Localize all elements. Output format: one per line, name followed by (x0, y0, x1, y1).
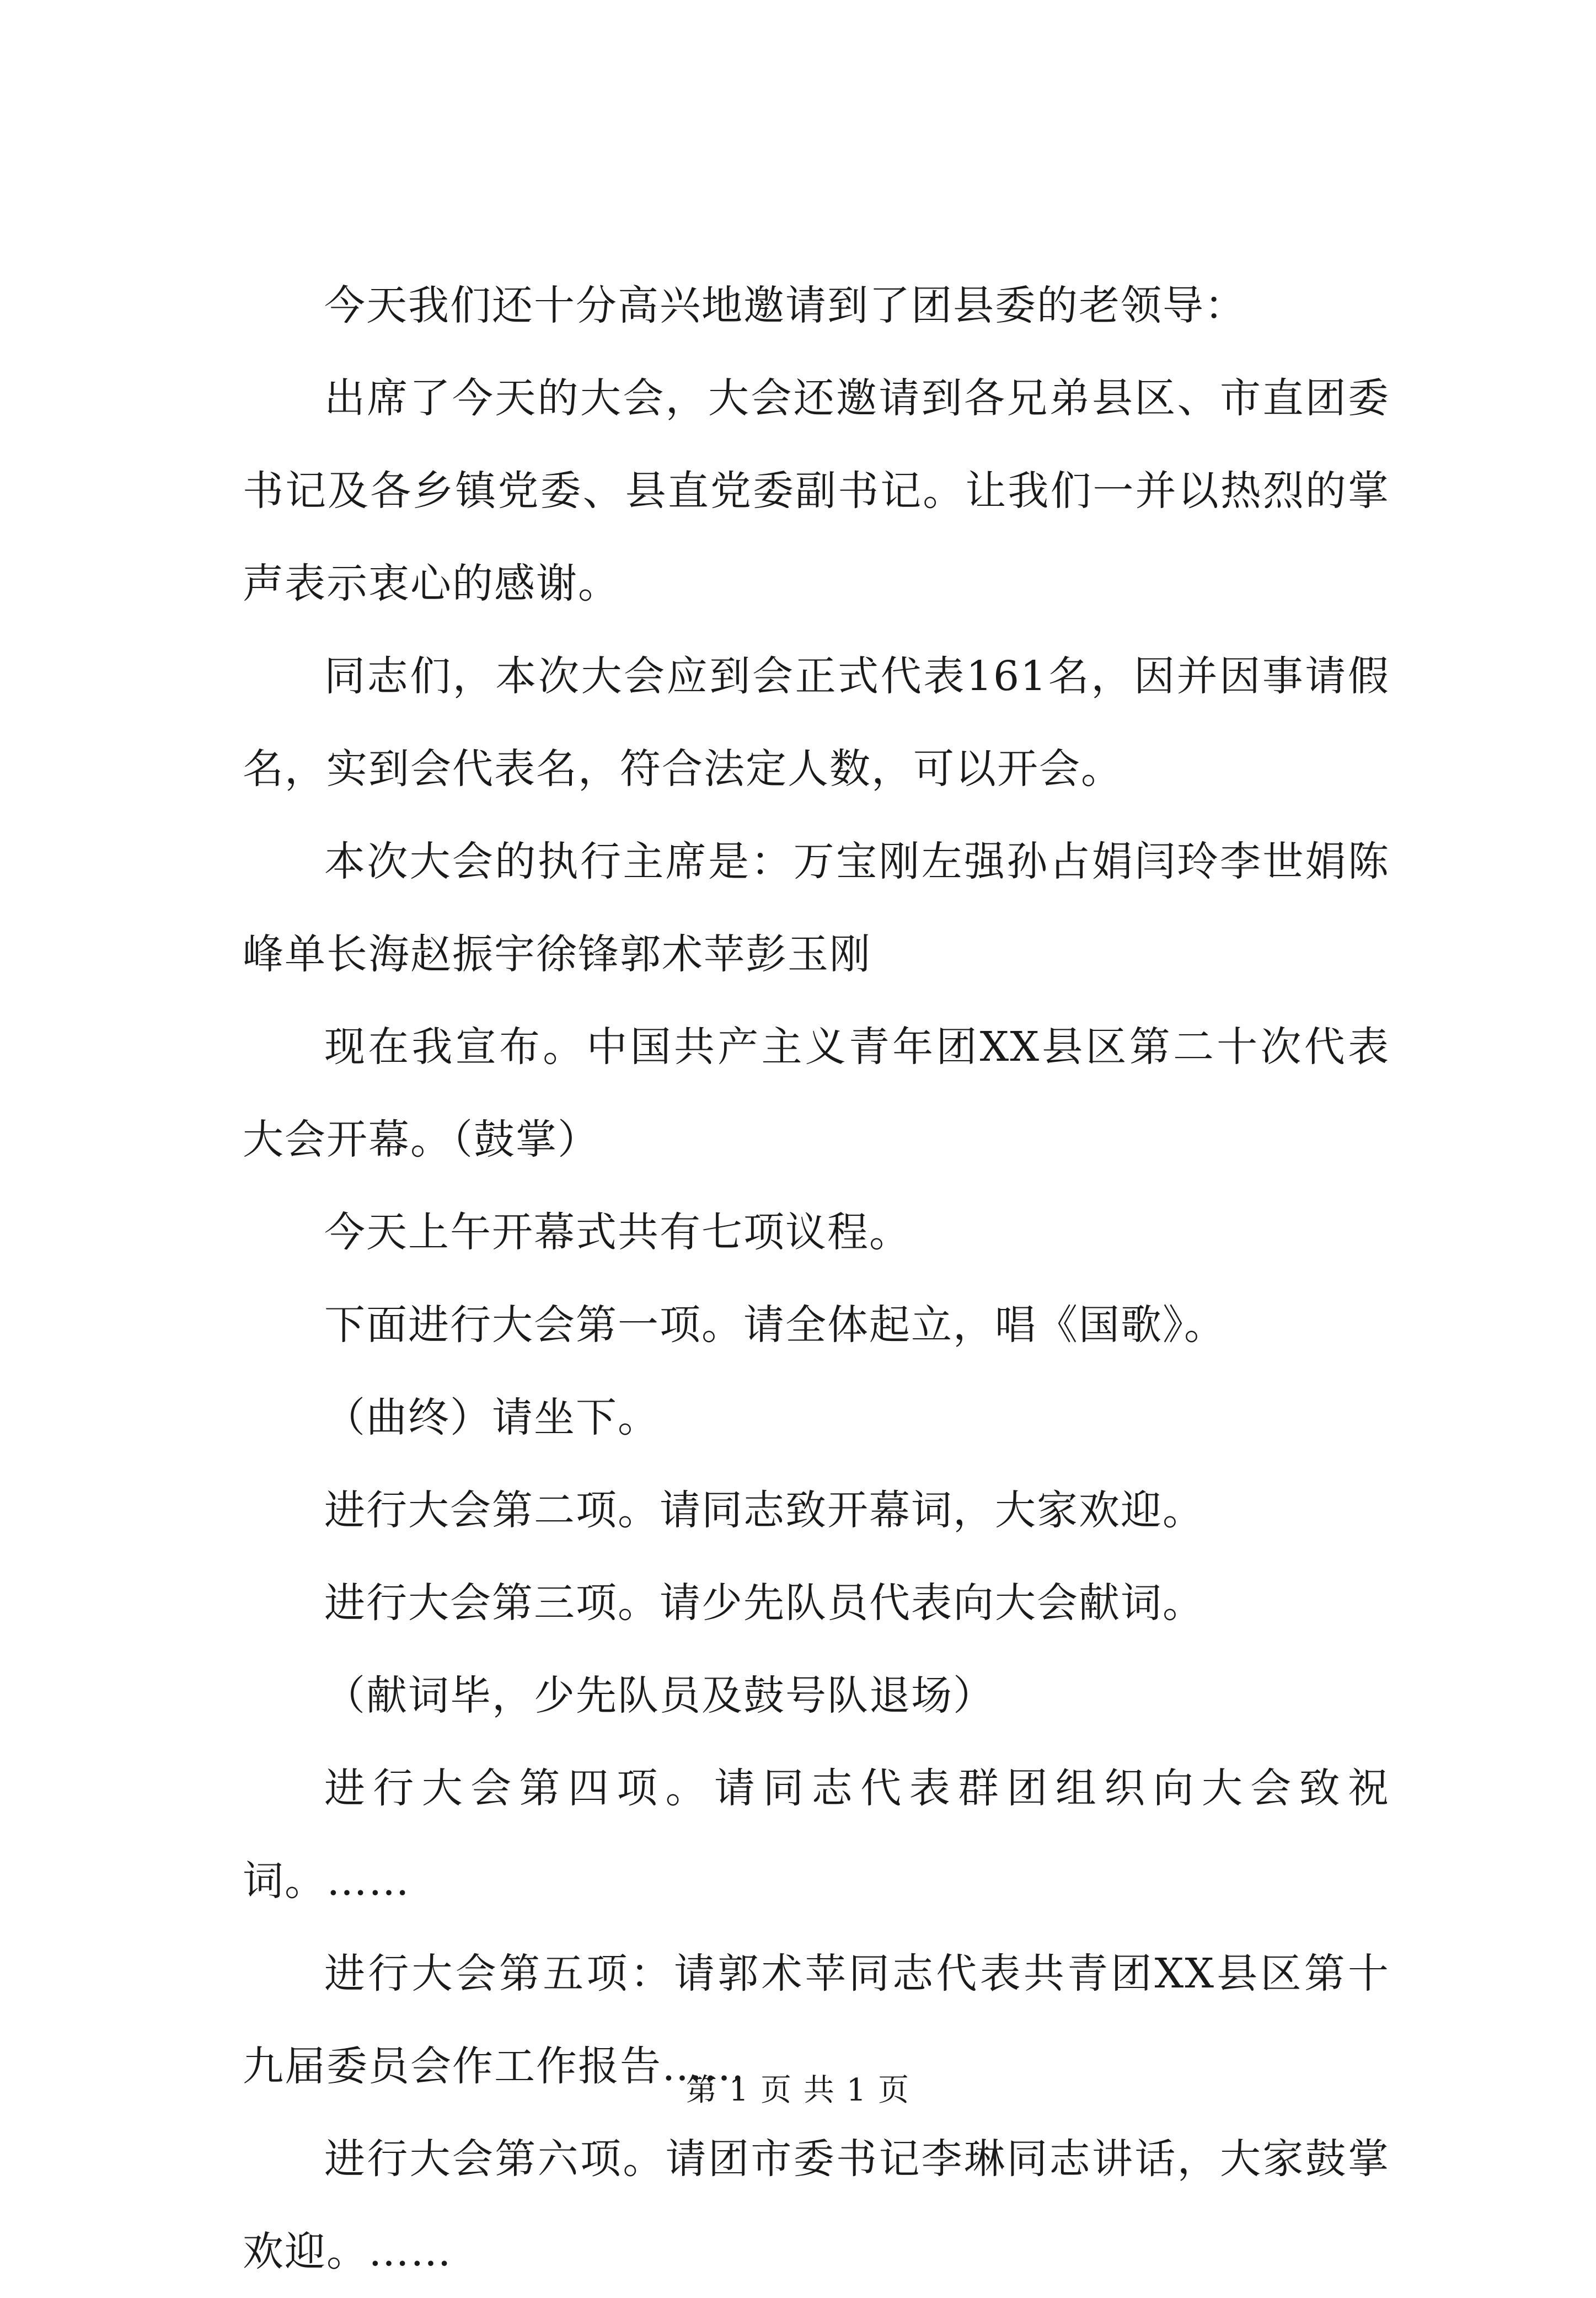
paragraph: 本次大会的执行主席是：万宝刚左强孙占娟闫玲李世娟陈峰单长海赵振宇徐锋郭术苹彭玉刚 (243, 838, 1390, 978)
paragraph: （献词毕，少先队员及鼓号队退场） (324, 1672, 995, 1719)
paragraph: 进行大会第五项：请郭术苹同志代表共青团XX县区第十九届委员会作工作报告…… (243, 1950, 1390, 2090)
paragraph: 进行大会第三项。请少先队员代表向大会献词。 (324, 1579, 1204, 1627)
paragraph: 进行大会第二项。请同志致开幕词，大家欢迎。 (324, 1487, 1204, 1534)
paragraph: 同志们，本次大会应到会正式代表161名，因并因事请假名，实到会代表名，符合法定人数，可以开会。 (243, 653, 1390, 793)
paragraph: 今天上午开幕式共有七项议程。 (324, 1209, 911, 1256)
page-footer: 第 1 页 共 1 页 (685, 2072, 911, 2108)
paragraph: 进行大会第四项。请同志代表群团组织向大会致祝词。…… (243, 1765, 1390, 1905)
paragraph: （曲终）请坐下。 (324, 1394, 660, 1441)
paragraph: 出席了今天的大会，大会还邀请到各兄弟县区、市直团委书记及各乡镇党委、县直党委副书记。让我们一并以热烈的掌声表示衷心的感谢。 (243, 375, 1390, 607)
paragraph: 今天我们还十分高兴地邀请到了团县委的老领导： (324, 282, 1246, 329)
paragraph: 下面进行大会第一项。请全体起立，唱《国歌》。 (324, 1301, 1226, 1349)
paragraph: 进行大会第六项。请团市委书记李琳同志讲话，大家鼓掌欢迎。…… (243, 2135, 1390, 2275)
document-body (243, 259, 1390, 2298)
paragraph: 现在我宣布。中国共产主义青年团XX县区第二十次代表大会开幕。（鼓掌） (243, 1023, 1390, 1163)
